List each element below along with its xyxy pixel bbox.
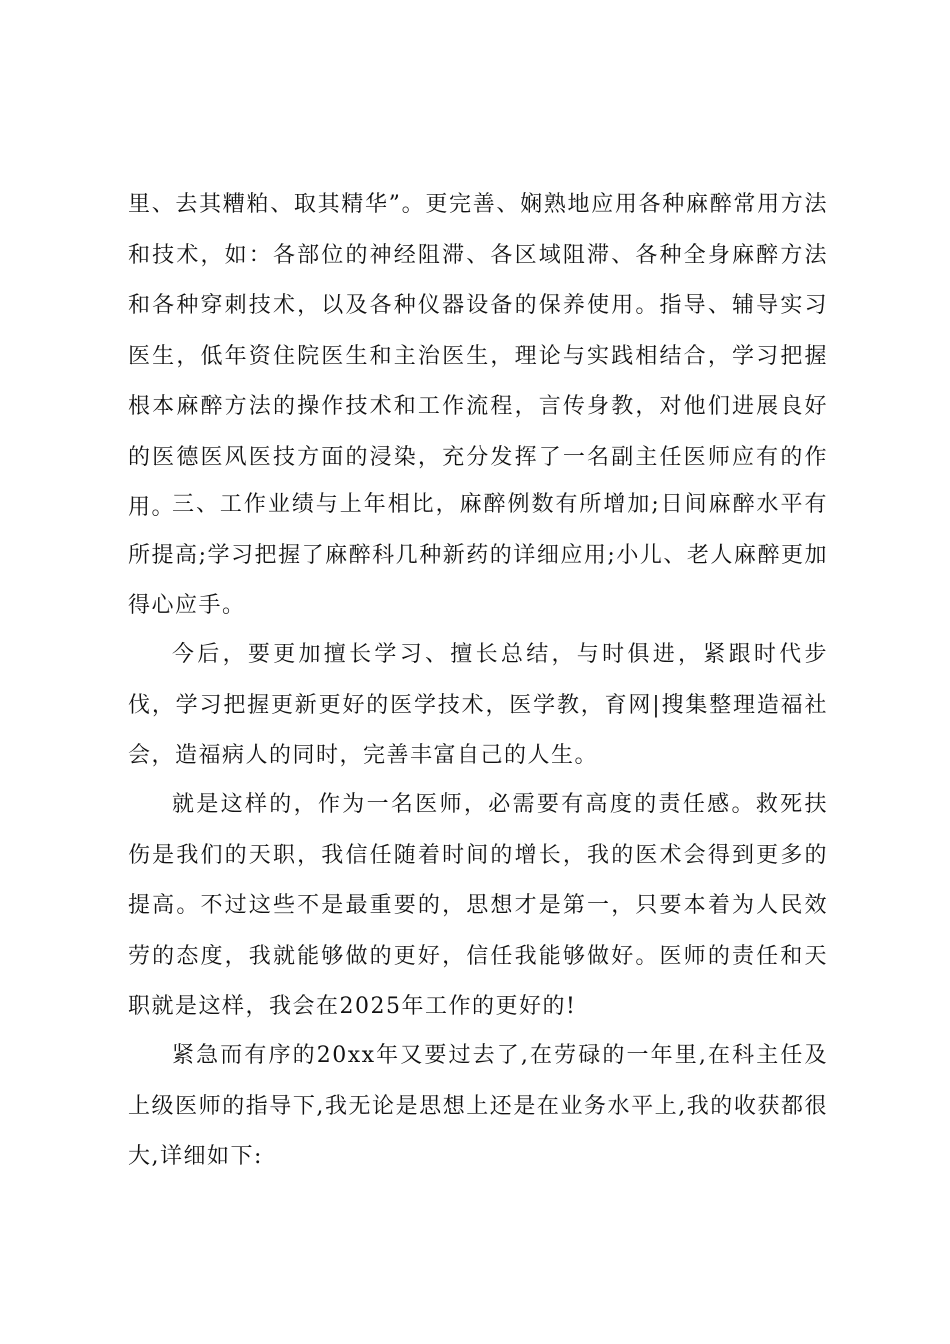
paragraph-future-plans: 今后，要更加擅长学习、擅长总结，与时俱进，紧跟时代步伐，学习把握更新更好的医学技术，医学教，育网|搜集整理造福社会，造福病人的同时，完善丰富自己的人生。 [128,642,828,768]
paragraph-work-achievements: 三、工作业绩与上年相比，麻醉例数有所增加;日间麻醉水平有所提高;学习把握了麻醉科几种新药的详细应用;小儿、老人麻醉更加得心应手。 [128,492,828,618]
paragraph-year-summary-intro: 紧急而有序的20xx年又要过去了,在劳碌的一年里,在科主任及上级医师的指导下,我无论是思想上还是在业务水平上,我的收获都很大,详细如下: [128,1043,828,1169]
paragraph-responsibility: 就是这样的，作为一名医师，必需要有高度的责任感。救死扶伤是我们的天职，我信任随着时间的增长，我的医术会得到更多的提高。不过这些不是最重要的，思想才是第一，只要本着为人民效劳的态度，我就能够做的更好，信任我能够做好。医师的责任和天职就是这样，我会在2025年工作的更好的! [128,792,828,1019]
paragraph-training-continuation: 里、去其糟粕、取其精华”。更完善、娴熟地应用各种麻醉常用方法和技术，如：各部位的神经阻滞、各区域阻滞、各种全身麻醉方法和各种穿刺技术，以及各种仪器设备的保养使用。指导、辅导实习医生，低年资住院医生和主治医生，理论与实践相结合，学习把握根本麻醉方法的操作技术和工作流程，言传身教，对他们进展良好的医德医风医技方面的浸染，充分发挥了一名副主任医师应有的作用。 [128,192,828,520]
